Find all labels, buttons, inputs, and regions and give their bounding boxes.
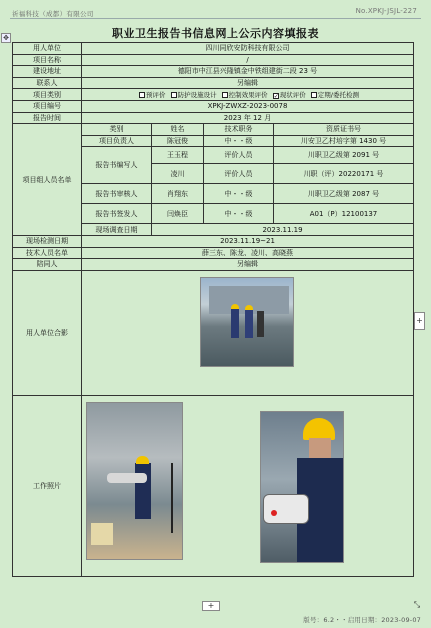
member-role: 报告书审核人 bbox=[82, 184, 152, 204]
resize-handle-icon[interactable]: ⤡ bbox=[413, 600, 421, 609]
worker-figure bbox=[135, 463, 151, 519]
category-option[interactable]: 预评价 bbox=[136, 91, 166, 99]
category-option[interactable]: ✓ 现状评价 bbox=[270, 91, 306, 99]
disclosure-table bbox=[12, 42, 414, 577]
member-role: 报告书编写人 bbox=[82, 147, 152, 184]
footer-version: 版号：6.2・・启用日期：2023-09-07 bbox=[303, 616, 421, 624]
address-value[interactable]: 德阳市中江县兴隆镇金中铁组建街二段 23 号 bbox=[82, 66, 414, 78]
checked-checkbox-icon bbox=[273, 93, 279, 99]
table-row bbox=[13, 247, 414, 259]
table-row bbox=[13, 235, 414, 247]
document-code: No.XPKJ-JSJL-227 bbox=[355, 7, 417, 15]
checkbox-icon bbox=[311, 92, 317, 98]
category-label: 项目类别 bbox=[13, 89, 82, 101]
box-shape bbox=[91, 523, 113, 545]
checkbox-icon bbox=[139, 92, 145, 98]
contact-label: 联系人 bbox=[13, 77, 82, 89]
table-row bbox=[13, 259, 414, 271]
work-photo-1 bbox=[86, 402, 183, 560]
face-shape bbox=[309, 438, 331, 458]
member-name[interactable]: 王玉程 bbox=[152, 147, 204, 164]
member-role: 报告书签发人 bbox=[82, 204, 152, 224]
team-col-header: 资质证书号 bbox=[274, 124, 414, 136]
pipe-shape bbox=[107, 473, 147, 483]
add-row-icon[interactable]: + bbox=[202, 601, 220, 611]
accompany-label: 陪同人 bbox=[13, 259, 82, 271]
table-row bbox=[13, 100, 414, 112]
employer-photo-cell bbox=[82, 270, 414, 395]
company-header: 祈福科技（成都）有限公司 bbox=[12, 10, 94, 18]
member-cert[interactable]: 川职卫乙级第 2087 号 bbox=[274, 184, 414, 204]
member-cert[interactable]: 川职（评）20220171 号 bbox=[274, 164, 414, 184]
meter-led-icon bbox=[271, 510, 277, 516]
member-cert[interactable]: 川职卫乙级第 2091 号 bbox=[274, 147, 414, 164]
member-name[interactable]: 陈冠俊 bbox=[152, 135, 204, 147]
table-row bbox=[13, 112, 414, 124]
table-row bbox=[13, 124, 414, 136]
project-name-label: 项目名称 bbox=[13, 54, 82, 66]
hardhat-icon bbox=[303, 418, 335, 440]
checkbox-icon bbox=[171, 92, 177, 98]
member-title[interactable]: 中・・级 bbox=[204, 135, 274, 147]
accompany-value[interactable]: 另编辑 bbox=[82, 259, 414, 271]
member-name[interactable]: 肖翔东 bbox=[152, 184, 204, 204]
technicians-label: 技术人员名单 bbox=[13, 247, 82, 259]
person-figure bbox=[257, 311, 264, 337]
member-title[interactable]: 中・・级 bbox=[204, 184, 274, 204]
table-move-handle-icon[interactable]: ✥ bbox=[1, 33, 11, 43]
member-name[interactable]: 闫焕臣 bbox=[152, 204, 204, 224]
table-row bbox=[13, 43, 414, 55]
hardhat-icon bbox=[231, 304, 239, 309]
team-col-header: 技术职务 bbox=[204, 124, 274, 136]
contact-value[interactable]: 另编辑 bbox=[82, 77, 414, 89]
report-date-label: 报告时间 bbox=[13, 112, 82, 124]
technicians-value[interactable]: 薛三东、陈龙、凌川、高晓燕 bbox=[82, 247, 414, 259]
table-row bbox=[13, 89, 414, 101]
tripod-shape bbox=[171, 463, 173, 533]
employer-photo-label: 用人单位合影 bbox=[13, 270, 82, 395]
team-section-label: 项目组人员名单 bbox=[13, 124, 82, 236]
member-cert[interactable]: 川安卫乙村培字第 1430 号 bbox=[274, 135, 414, 147]
work-photo-label: 工作照片 bbox=[13, 395, 82, 576]
category-options bbox=[82, 89, 414, 101]
table-row bbox=[13, 395, 414, 576]
hardhat-icon bbox=[245, 305, 253, 310]
project-name-value[interactable]: / bbox=[82, 54, 414, 66]
report-date-value[interactable]: 2023 年 12 月 bbox=[82, 112, 414, 124]
employer-value[interactable]: 四川同欣安防科技有限公司 bbox=[82, 43, 414, 55]
table-row bbox=[13, 54, 414, 66]
address-label: 建设地址 bbox=[13, 66, 82, 78]
category-option[interactable]: 控制效果评价 bbox=[219, 91, 268, 99]
hardhat-icon bbox=[136, 456, 149, 464]
project-no-label: 项目编号 bbox=[13, 100, 82, 112]
sampling-date-label: 现场检测日期 bbox=[13, 235, 82, 247]
checkbox-icon bbox=[222, 92, 228, 98]
group-photo bbox=[200, 277, 294, 367]
person-figure bbox=[231, 308, 239, 338]
member-title[interactable]: 评价人员 bbox=[204, 147, 274, 164]
project-no-value[interactable]: XPKJ-ZWXZ-2023-0078 bbox=[82, 100, 414, 112]
table-row bbox=[13, 66, 414, 78]
member-title[interactable]: 评价人员 bbox=[204, 164, 274, 184]
team-col-header: 类别 bbox=[82, 124, 152, 136]
work-photo-2 bbox=[260, 411, 344, 563]
member-name[interactable]: 凌川 bbox=[152, 164, 204, 184]
form-title: 职业卫生报告书信息网上公示内容填报表 bbox=[112, 27, 319, 40]
person-figure bbox=[245, 309, 253, 338]
table-row bbox=[13, 270, 414, 395]
survey-date-label: 现场调查日期 bbox=[82, 224, 152, 236]
member-cert[interactable]: A01（P）12100137 bbox=[274, 204, 414, 224]
member-title[interactable]: 中・・级 bbox=[204, 204, 274, 224]
team-col-header: 姓名 bbox=[152, 124, 204, 136]
add-column-icon[interactable]: + bbox=[414, 312, 425, 330]
noise-meter-icon bbox=[263, 494, 309, 524]
sampling-date-value[interactable]: 2023.11.19~21 bbox=[82, 235, 414, 247]
work-photo-cell bbox=[82, 395, 414, 576]
table-row bbox=[13, 77, 414, 89]
employer-label: 用人单位 bbox=[13, 43, 82, 55]
category-option[interactable]: 防护设施设计 bbox=[168, 91, 217, 99]
member-role: 项目负责人 bbox=[82, 135, 152, 147]
category-option[interactable]: 定期/委托检测 bbox=[308, 91, 359, 99]
header-rule bbox=[10, 18, 421, 19]
survey-date-value[interactable]: 2023.11.19 bbox=[152, 224, 414, 236]
